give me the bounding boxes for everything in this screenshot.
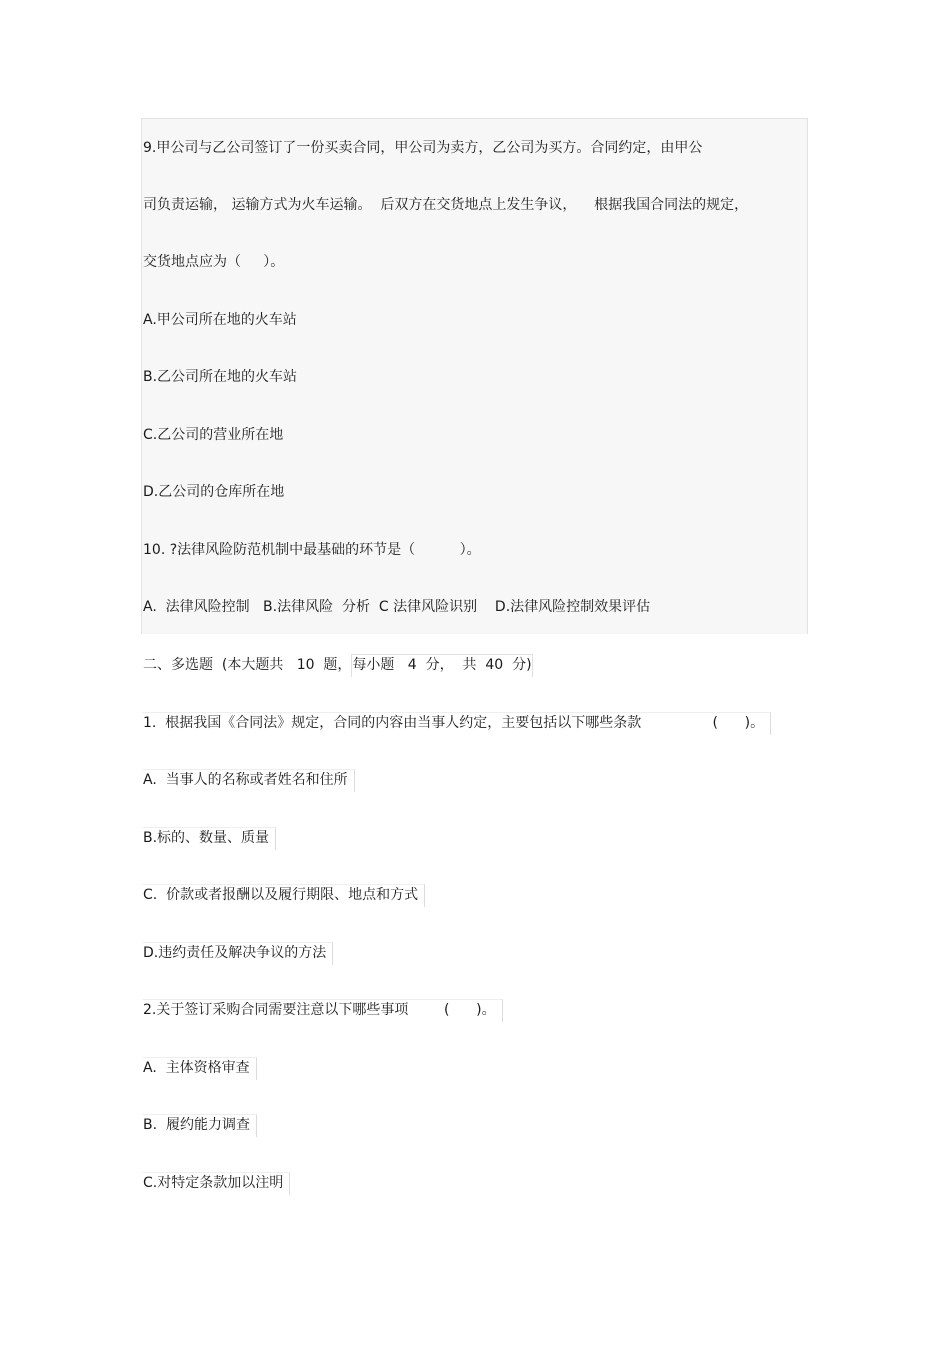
mq2-option-c: C.对特定条款加以注明 — [143, 1172, 290, 1195]
mq1-option-d: D.违约责任及解决争议的方法 — [143, 942, 333, 965]
section-heading-part-2: 每小题 4 分， 共 40 分) — [351, 654, 532, 677]
section-heading-part-1: 二、多选题 (本大题共 10 题， — [143, 657, 352, 673]
q10-options: A. 法律风险控制 B.法律风险 分析 C 法律风险识别 D.法律风险控制效果评估 — [143, 599, 651, 615]
mq1-option-a: A. 当事人的名称或者姓名和住所 — [143, 769, 355, 792]
mq2-option-b: B. 履约能力调查 — [143, 1114, 257, 1137]
section-heading — [143, 655, 533, 675]
q10-stem: 10. ?法律风险防范机制中最基础的环节是（ ）。 — [143, 542, 481, 558]
mq2-option-a: A. 主体资格审查 — [143, 1057, 257, 1080]
mq2-stem: 2.关于签订采购合同需要注意以下哪些事项 ( )。 — [143, 999, 503, 1022]
mq1-option-b: B.标的、数量、质量 — [143, 827, 276, 850]
q9-stem-line-2: 司负责运输， 运输方式为火车运输。 后双方在交货地点上发生争议， 根据我国合同法的规定， — [143, 197, 749, 213]
q9-option-a: A.甲公司所在地的火车站 — [143, 312, 297, 328]
q9-stem-line-1: 9.甲公司与乙公司签订了一份买卖合同，甲公司为卖方，乙公司为买方。合同约定，由甲公 — [143, 140, 703, 156]
q9-option-d: D.乙公司的仓库所在地 — [143, 484, 285, 500]
mq1-stem: 1. 根据我国《合同法》规定，合同的内容由当事人约定，主要包括以下哪些条款 ( )。 — [143, 712, 771, 735]
mq1-option-c: C. 价款或者报酬以及履行期限、地点和方式 — [143, 884, 425, 907]
q9-stem-line-3: 交货地点应为（ ）。 — [143, 254, 285, 270]
q9-option-c: C.乙公司的营业所在地 — [143, 427, 284, 443]
q9-option-b: B.乙公司所在地的火车站 — [143, 369, 298, 385]
